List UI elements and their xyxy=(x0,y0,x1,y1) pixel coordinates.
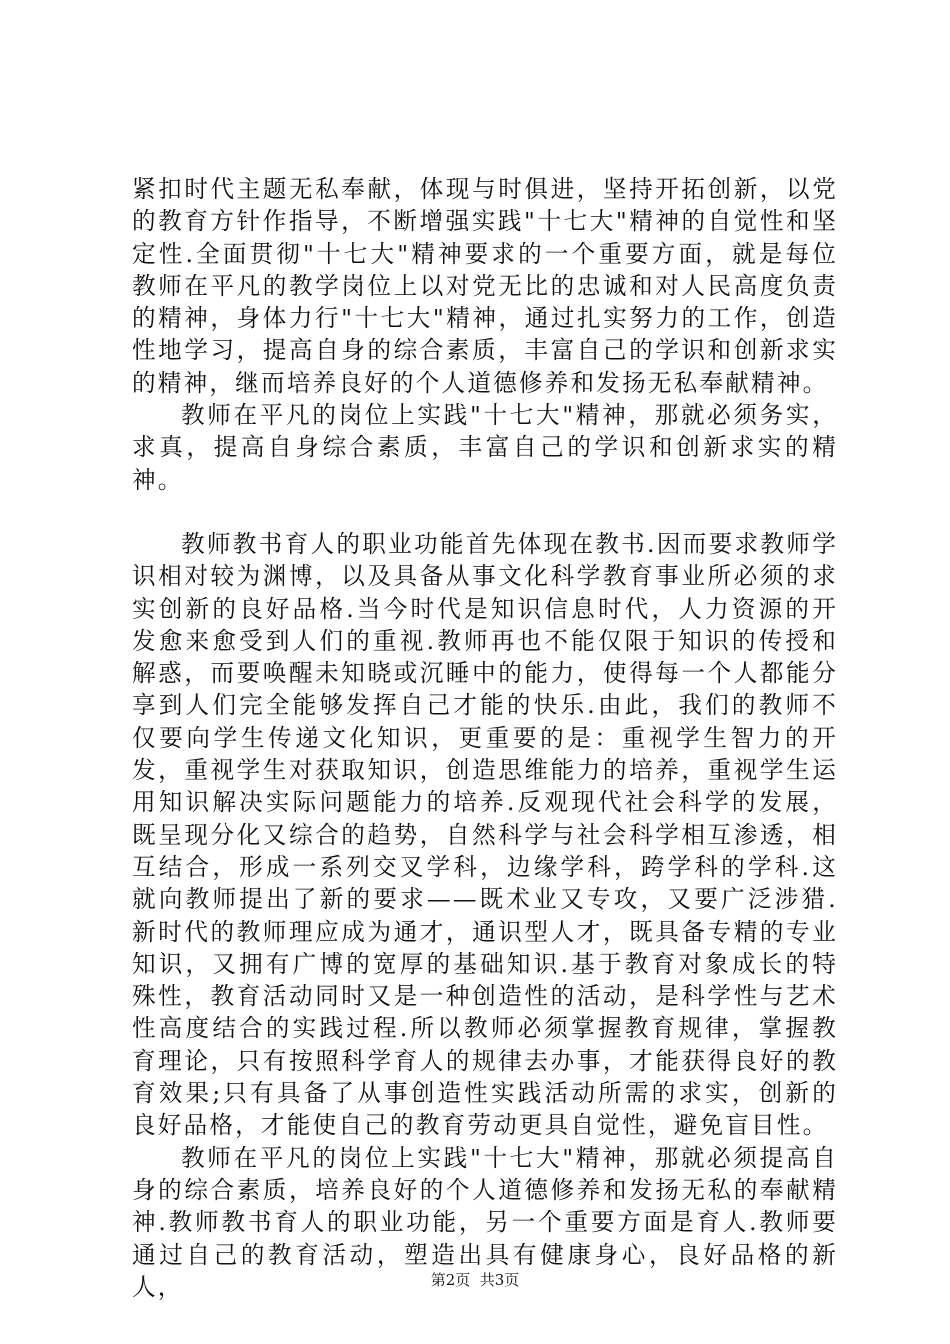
document-body xyxy=(132,173,838,1303)
page-footer xyxy=(0,1270,950,1290)
paragraph-3: 教师教书育人的职业功能首先体现在教书.因而要求教师学识相对较为渊博，以及具备从事文化科学教育事业所必须的求实创新的良好品格.当今时代是知识信息时代，人力资源的开发愈来愈受到人们的重视.教师再也不能仅限于知识的传授和解惑，而要唤醒未知晓或沉睡中的能力，使得每一个人都能分享到人们完全能够发挥自己才能的快乐.由此，我们的教师不仅要向学生传递文化知识，更重要的是：重视学生智力的开发，重视学生对获取知识，创造思维能力的培养，重视学生运用知识解决实际问题能力的培养.反观现代社会科学的发展，既呈现分化又综合的趋势，自然科学与社会科学相互渗透，相互结合，形成一系列交叉学科，边缘学科，跨学科的学科.这就向教师提出了新的要求——既术业又专攻，又要广泛涉猎.新时代的教师理应成为通才，通识型人才，既具备专精的专业知识，又拥有广博的宽厚的基础知识.基于教育对象成长的特殊性，教育活动同时又是一种创造性的活动，是科学性与艺术性高度结合的实践过程.所以教师必须掌握教育规律，掌握教育理论，只有按照科学育人的规律去办事，才能获得良好的教育效果;只有具备了从事创造性实践活动所需的求实，创新的良好品格，才能使自己的教育劳动更具自觉性，避免盲目性。 xyxy=(132,529,838,1140)
paragraph-4: 教师在平凡的岗位上实践"十七大"精神，那就必须提高自身的综合素质，培养良好的个人道德修养和发扬无私的奉献精神.教师教书育人的职业功能，另一个重要方面是育人.教师要通过自己的教育活动，塑造出具有健康身心，良好品格的新人， xyxy=(132,1143,838,1301)
page-number: 第2页 共3页 xyxy=(430,1271,520,1289)
paragraph-gap xyxy=(132,496,838,528)
paragraph-2: 教师在平凡的岗位上实践"十七大"精神，那就必须务实，求真，提高自身综合素质，丰富自己的学识和创新求实的精神。 xyxy=(132,401,838,494)
paragraph-1: 紧扣时代主题无私奉献，体现与时俱进，坚持开拓创新，以党的教育方针作指导，不断增强实践"十七大"精神的自觉性和坚定性.全面贯彻"十七大"精神要求的一个重要方面，就是每位教师在平凡的教学岗位上以对党无比的忠诚和对人民高度负责的精神，身体力行"十七大"精神，通过扎实努力的工作，创造性地学习，提高自身的综合素质，丰富自己的学识和创新求实的精神，继而培养良好的个人道德修养和发扬无私奉献精神。 xyxy=(132,175,838,397)
